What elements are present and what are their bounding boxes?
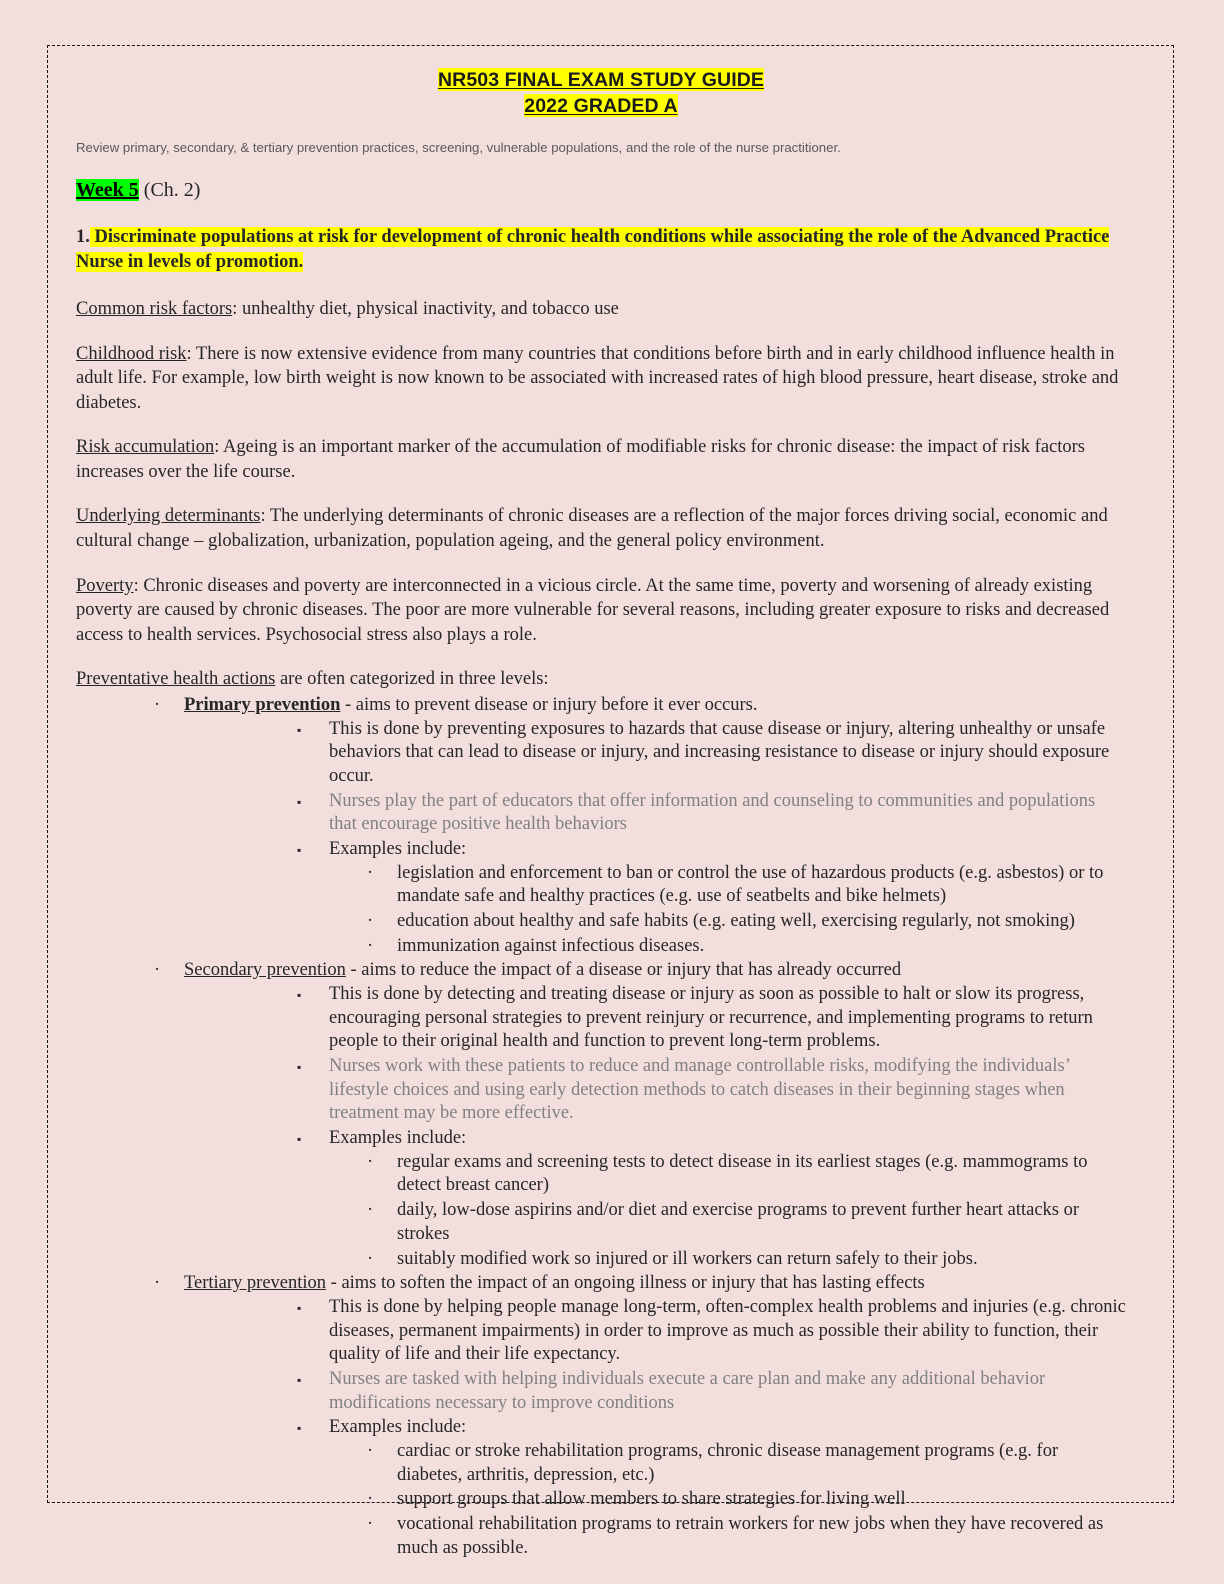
secondary-prevention-heading: Secondary prevention	[184, 960, 346, 981]
title-line-1	[76, 68, 1126, 94]
examples-label: Examples include:	[329, 1128, 467, 1149]
example-text: suitably modified work so injured or ill workers can return safely to their jobs.	[397, 1248, 978, 1269]
list-item-example	[367, 862, 1126, 909]
week-highlight: Week 5	[76, 178, 139, 201]
secondary-prevention-details	[297, 983, 1126, 1271]
list-item-examples	[297, 1127, 1126, 1271]
list-item-primary-prevention	[154, 694, 1126, 958]
bullet-square-icon: ▪	[297, 794, 302, 809]
term-body: : unhealthy diet, physical inactivity, and tobacco use	[232, 298, 619, 319]
list-item-example	[367, 1440, 1126, 1487]
list-item-example	[367, 935, 1126, 959]
tertiary-prevention-details	[297, 1296, 1126, 1560]
document-content	[76, 68, 1126, 1561]
list-item-detail	[297, 790, 1126, 837]
bullet-square-icon: ▪	[297, 1300, 302, 1315]
example-text: education about healthy and safe habits (e.g. eating well, exercising regularly, not smoking)	[397, 911, 1075, 932]
paragraph-common-risk-factors	[76, 297, 1126, 322]
tertiary-prevention-line	[184, 1272, 1126, 1296]
primary-prevention-examples	[367, 862, 1126, 959]
example-text: vocational rehabilitation programs to retrain workers for new jobs when they have recovered as much as possible.	[397, 1513, 1104, 1558]
bullet-marker-icon: ·	[367, 862, 374, 883]
bullet-marker-icon: ·	[154, 960, 161, 981]
list-item-detail	[297, 983, 1126, 1054]
secondary-prevention-line	[184, 959, 1126, 983]
detail-text: Nurses work with these patients to reduce and manage controllable risks, modifying the individuals’ lifestyle choices and using early detection methods to catch diseases in their beginning stages when treatment may be more effective.	[329, 1056, 1070, 1124]
title-line-2	[76, 94, 1126, 120]
bullet-marker-icon: ·	[154, 695, 161, 716]
objective-1	[76, 225, 1126, 275]
bullet-square-icon: ▪	[297, 1421, 302, 1436]
list-item-examples	[297, 838, 1126, 958]
example-text: support groups that allow members to share strategies for living well	[397, 1489, 906, 1510]
term-body: : Ageing is an important marker of the accumulation of modifiable risks for chronic disease: the impact of risk factors increases over the life course.	[76, 437, 1086, 482]
examples-label: Examples include:	[329, 1417, 467, 1438]
bullet-square-icon: ▪	[297, 988, 302, 1003]
bullet-marker-icon: ·	[367, 1200, 374, 1221]
term-label: Common risk factors	[76, 298, 233, 319]
paragraph-poverty	[76, 574, 1126, 648]
bullet-square-icon: ▪	[297, 1060, 302, 1075]
term-label: Underlying determinants	[76, 506, 261, 527]
term-body: : There is now extensive evidence from many countries that conditions before birth and in early childhood influence health in adult life. For example, low birth weight is now known to be associated with increased rates of high blood pressure, heart disease, stroke and diabetes.	[76, 343, 1119, 413]
bullet-marker-icon: ·	[367, 1151, 374, 1172]
list-item-tertiary-prevention	[154, 1272, 1126, 1560]
bullet-square-icon: ▪	[297, 1372, 302, 1387]
paragraph-underlying-determinants	[76, 504, 1126, 553]
list-item-detail	[297, 1055, 1126, 1126]
list-item-detail	[297, 1296, 1126, 1367]
examples-label: Examples include:	[329, 839, 467, 860]
term-body: : The underlying determinants of chronic diseases are a reflection of the major forces driving social, economic and cultural change – globalization, urbanization, population ageing, and the general policy environment.	[76, 506, 1108, 552]
bullet-square-icon: ▪	[297, 722, 302, 737]
list-item-example	[367, 1513, 1126, 1560]
secondary-prevention-tail: - aims to reduce the impact of a disease or injury that has already occurred	[345, 960, 902, 981]
objective-number: 1.	[76, 226, 90, 247]
primary-prevention-heading: Primary prevention	[184, 695, 341, 716]
document-page	[47, 45, 1174, 1558]
list-item-example	[367, 910, 1126, 934]
title-line-2-text: 2022 GRADED A	[524, 94, 678, 117]
bullet-marker-icon: ·	[367, 935, 374, 956]
term-label: Childhood risk	[76, 343, 187, 364]
list-item-detail	[297, 718, 1126, 789]
bullet-marker-icon: ·	[367, 1248, 374, 1269]
example-text: cardiac or stroke rehabilitation programs, chronic disease management programs (e.g. for diabetes, arthritis, depression, etc.)	[397, 1440, 1059, 1485]
bullet-marker-icon: ·	[367, 911, 374, 932]
paragraph-preventative-health-actions	[76, 667, 1126, 692]
detail-text: This is done by detecting and treating disease or injury as soon as possible to halt or slow its progress, encouraging personal strategies to prevent reinjury or recurrence, and implementing programs to return people to their original health and function to prevent long-term problems.	[329, 984, 1093, 1052]
bullet-square-icon: ▪	[297, 843, 302, 858]
document-title	[76, 68, 1126, 120]
title-line-1-text: NR503 FINAL EXAM STUDY GUIDE	[437, 69, 765, 91]
list-item-example	[367, 1488, 1126, 1512]
list-item-example	[367, 1151, 1126, 1198]
detail-text: Nurses play the part of educators that offer information and counseling to communities and populations that encourage positive health behaviors	[329, 790, 1096, 835]
prevention-levels-list	[154, 694, 1126, 1560]
secondary-prevention-examples	[367, 1151, 1126, 1271]
list-item-secondary-prevention	[154, 959, 1126, 1271]
example-text: regular exams and screening tests to detect disease in its earliest stages (e.g. mammograms to detect breast cancer)	[397, 1151, 1088, 1196]
bullet-marker-icon: ·	[367, 1513, 374, 1534]
bullet-square-icon: ▪	[297, 1132, 302, 1147]
term-body: : Chronic diseases and poverty are interconnected in a vicious circle. At the same time, poverty and worsening of already existing poverty are caused by chronic diseases. The poor are more vulnerable for several reasons, including greater exposure to risks and decreased access to health services. Psychosocial stress also plays a role.	[76, 575, 1110, 645]
primary-prevention-tail: - aims to prevent disease or injury before it ever occurs.	[340, 695, 758, 716]
detail-text: This is done by preventing exposures to hazards that cause disease or injury, altering unhealthy or unsafe behaviors that can lead to disease or injury, and increasing resistance to disease or injury should exposure occur.	[329, 718, 1110, 787]
list-item-example	[367, 1199, 1126, 1246]
primary-prevention-details	[297, 718, 1126, 959]
tertiary-prevention-heading: Tertiary prevention	[184, 1273, 327, 1294]
term-label: Poverty	[76, 575, 134, 596]
term-label: Risk accumulation	[76, 437, 215, 458]
tertiary-prevention-examples	[367, 1440, 1126, 1560]
bullet-marker-icon: ·	[367, 1489, 374, 1510]
detail-text: This is done by helping people manage long-term, often-complex health problems and injuries (e.g. chronic diseases, permanent impairments) in order to improve as much as possible their ability to function, their quality of life and their life expectancy.	[329, 1296, 1126, 1365]
week-heading	[76, 177, 1126, 203]
term-label: Preventative health actions	[76, 669, 276, 690]
example-text: daily, low-dose aspirins and/or diet and exercise programs to prevent further heart attacks or strokes	[397, 1200, 1080, 1244]
primary-prevention-line	[184, 694, 1126, 718]
term-body: are often categorized in three levels:	[275, 669, 549, 690]
week-chapter: (Ch. 2)	[138, 178, 201, 201]
objective-text: Discriminate populations at risk for development of chronic health conditions while associating the role of the Advanced Practice Nurse in levels of promotion.	[76, 226, 1110, 272]
paragraph-childhood-risk	[76, 342, 1126, 416]
list-item-examples	[297, 1416, 1126, 1560]
paragraph-risk-accumulation	[76, 435, 1126, 484]
example-text: legislation and enforcement to ban or control the use of hazardous products (e.g. asbestos) or to mandate safe and healthy practices (e.g. use of seatbelts and bike helmets)	[397, 862, 1104, 907]
example-text: immunization against infectious diseases.	[397, 935, 705, 956]
list-item-detail	[297, 1368, 1126, 1415]
tertiary-prevention-tail: - aims to soften the impact of an ongoing illness or injury that has lasting effects	[326, 1273, 925, 1294]
bullet-marker-icon: ·	[367, 1440, 374, 1461]
intro-line: Review primary, secondary, & tertiary prevention practices, screening, vulnerable populations, and the role of the nurse practitioner.	[76, 139, 841, 155]
list-item-example	[367, 1248, 1126, 1272]
detail-text: Nurses are tasked with helping individuals execute a care plan and make any additional behavior modifications necessary to improve conditions	[329, 1368, 1046, 1413]
bullet-marker-icon: ·	[154, 1273, 161, 1294]
